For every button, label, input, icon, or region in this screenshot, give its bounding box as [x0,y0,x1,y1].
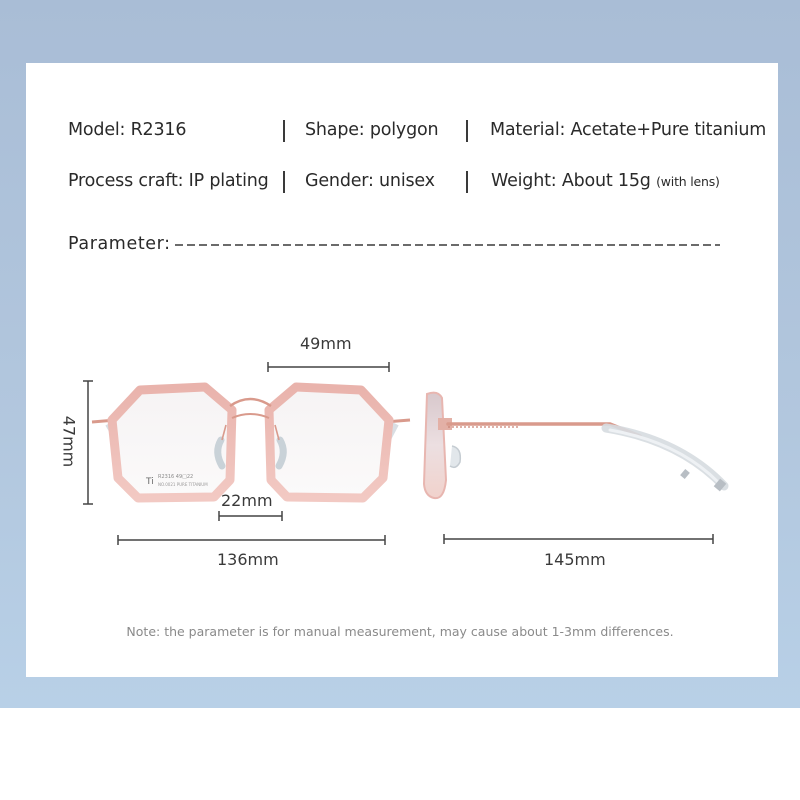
side-temple-tip [606,428,724,486]
bridge-label: 22mm [221,491,273,510]
front-view [92,387,410,498]
bridge-top [230,399,271,406]
frame-width-label: 136mm [217,550,279,569]
side-tip-mark [680,469,690,479]
parameter-heading: Parameter: [68,234,171,254]
lens-print-line1: R2316 49□22 [158,474,194,480]
lens-height-label: 47mm [59,415,79,468]
side-nose-pad [450,446,460,467]
side-temple-tip-inner [610,430,718,482]
weight-value: Weight: About 15g [491,171,651,191]
process-craft-text: Process craft: IP plating [68,171,269,191]
bridge-lower [232,414,269,418]
model-text: Model: R2316 [68,120,187,140]
gender-text: Gender: unisex [305,171,435,191]
right-lens-rim [269,387,389,498]
material-text: Material: Acetate+Pure titanium [490,120,767,140]
measurement-note: Note: the parameter is for manual measurement, may cause about 1-3mm differences. [126,624,674,639]
temple-length-label: 145mm [544,550,606,569]
lens-width-label: 49mm [300,334,352,353]
lens-logo: Ti [146,477,154,487]
shape-text: Shape: polygon [305,120,439,140]
weight-note: (with lens) [656,174,720,189]
lens-print-line2: NO.0021 PURE TITANIUM [158,482,208,487]
side-lens [424,393,446,499]
side-view [424,393,726,499]
